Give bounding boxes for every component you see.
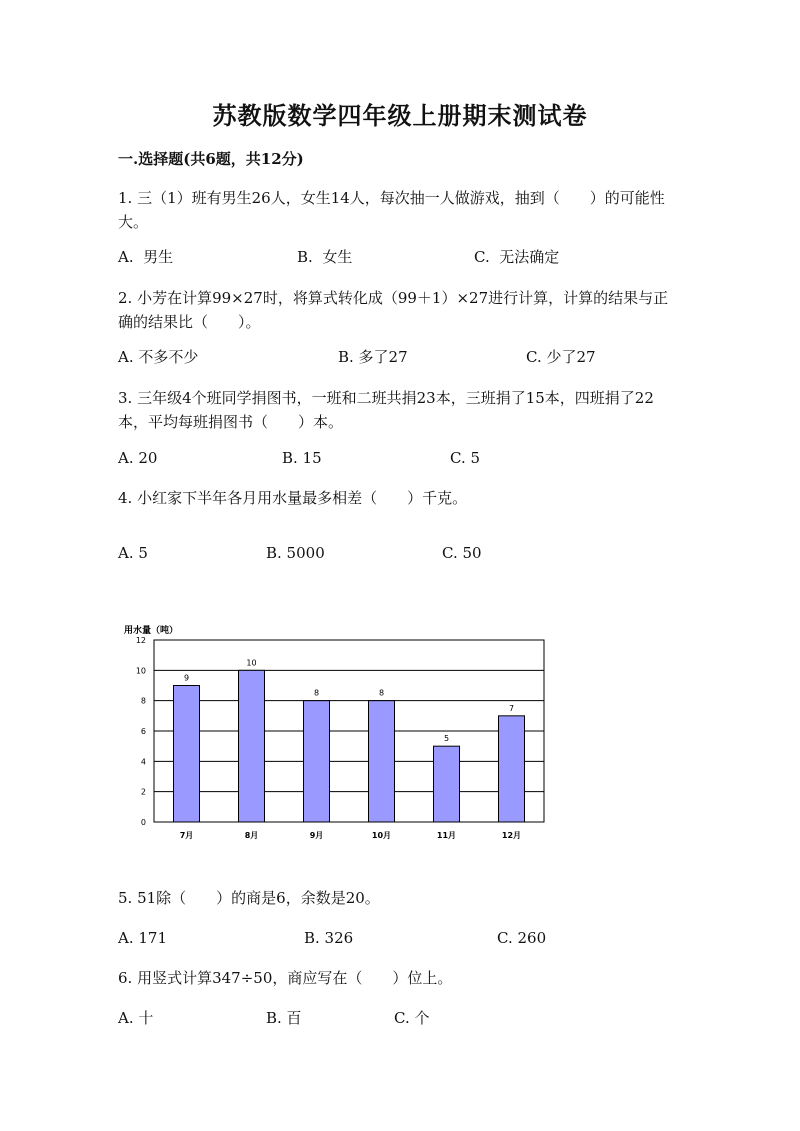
question-1: 1. 三（1）班有男生26人，女生14人，每次抽一人做游戏，抽到（ ）的可能性大。 [118, 189, 665, 231]
y-tick-label: 12 [135, 636, 146, 645]
question-6-option-a: A. 十 [118, 1009, 154, 1027]
bar-value-label: 10 [246, 658, 257, 668]
y-tick-label: 8 [140, 696, 146, 706]
bar-value-label: 5 [443, 734, 450, 744]
question-4: 4. 小红家下半年各月用水量最多相差（ ）千克。 [118, 489, 468, 507]
y-tick-label: 10 [135, 666, 146, 676]
question-5-option-b: B. 326 [304, 929, 354, 947]
question-1-option-a: A. 男生 [118, 248, 174, 266]
x-tick-label: 12月 [501, 831, 522, 840]
chart-bar [434, 746, 460, 822]
question-5-option-a: A. 171 [118, 929, 167, 947]
bar-value-label: 7 [508, 703, 515, 713]
question-1-option-c: C. 无法确定 [474, 248, 560, 266]
question-5: 5. 51除（ ）的商是6，余数是20。 [118, 889, 380, 907]
x-tick-label: 11月 [436, 831, 457, 840]
question-4-option-b: B. 5000 [266, 544, 325, 562]
question-2-option-c: C. 少了27 [526, 348, 596, 366]
bar-value-label: 8 [313, 688, 320, 698]
question-4-option-a: A. 5 [118, 544, 148, 562]
water-usage-bar-chart [118, 620, 558, 850]
bar-value-label: 8 [378, 688, 385, 698]
question-1-option-b: B. 女生 [297, 248, 353, 266]
question-3: 3. 三年级4个班同学捐图书，一班和二班共捐23本，三班捐了15本，四班捐了22本，平均每班捐图书（ ）本。 [118, 389, 654, 431]
question-6-option-c: C. 个 [394, 1009, 430, 1027]
question-3-option-a: A. 20 [118, 449, 158, 467]
question-2-option-a: A. 不多不少 [118, 348, 199, 366]
chart-bar [304, 701, 330, 822]
y-tick-label: 0 [140, 818, 146, 827]
y-tick-label: 4 [140, 757, 146, 767]
x-tick-label: 10月 [371, 831, 392, 840]
question-6-option-b: B. 百 [266, 1009, 302, 1027]
question-3-option-b: B. 15 [282, 449, 322, 467]
page-title: 苏教版数学四年级上册期末测试卷 [212, 101, 588, 130]
y-tick-label: 6 [140, 727, 146, 736]
question-6: 6. 用竖式计算347÷50，商应写在（ ）位上。 [118, 969, 453, 987]
question-5-option-c: C. 260 [497, 929, 547, 947]
chart-bar [499, 716, 525, 822]
question-2: 2. 小芳在计算99×27时，将算式转化成（99＋1）×27进行计算，计算的结果与正确的结果比（ ）。 [118, 289, 669, 331]
question-3-option-c: C. 5 [450, 449, 481, 467]
chart-y-axis-label: 用水量（吨） [124, 626, 179, 636]
chart-bar [369, 701, 395, 822]
y-tick-label: 2 [140, 787, 146, 797]
x-tick-label: 7月 [179, 831, 194, 840]
x-tick-label: 8月 [244, 831, 259, 840]
question-2-option-b: B. 多了27 [338, 348, 408, 366]
question-4-option-c: C. 50 [442, 544, 482, 562]
x-tick-label: 9月 [309, 831, 324, 840]
chart-bar [174, 686, 200, 823]
section-heading: 一.选择题(共6题，共12分) [118, 150, 304, 168]
bar-value-label: 9 [183, 673, 190, 683]
chart-bar [239, 670, 265, 822]
